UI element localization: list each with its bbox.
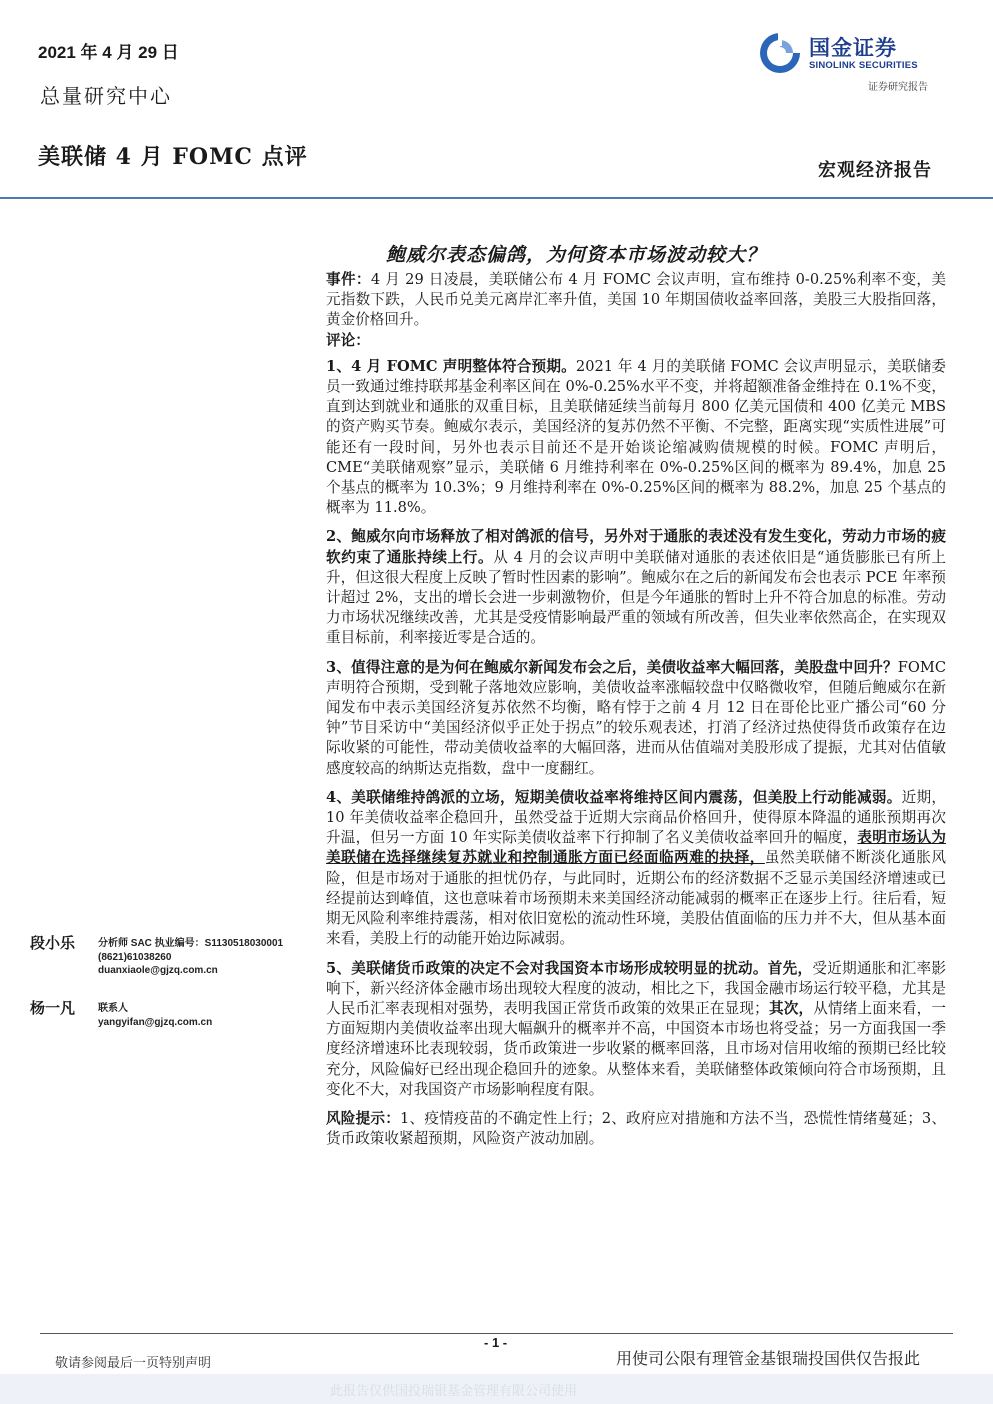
watermark-text: 此报告仅供国投瑞银基金管理有限公司使用 (330, 1384, 578, 1399)
point-3-text: FOMC 声明符合预期，受到靴子落地效应影响，美债收益率涨幅较盘中仅略微收窄，但随后鲍威尔在新闻发布中表示美国经济复苏依然不均衡，略有悖于之前 4 月 12 日在哥伦比亚广播公司“60 分钟”节目采访中“美国经济似乎正处于拐点”的较乐观表述，打消了经济过热使得货币政策存在边际收紧的可能性，带动美债收益率的大幅回落，进而从估值端对美股形成了提振，尤其对估值敏感度较高的纳斯达克指数，盘中一度翻红。 (326, 658, 946, 777)
disclaimer-note: 敬请参阅最后一页特别声明 (55, 1356, 212, 1371)
analyst-phone: (8621)61038260 (98, 951, 172, 963)
point-4-paragraph (326, 788, 946, 950)
comment-heading (326, 331, 946, 351)
analyst-name: 段小乐 (30, 934, 76, 952)
point-5-text-a: 受近期通胀和汇率影响下，新兴经济体金融市场出现较大程度的波动，相比之下，我国金融市场运行较平稳，尤其是人民币汇率表现相对强势，表明我国正常货币政策的效果正在显现； (326, 959, 946, 1017)
event-text: 4 月 29 日凌晨，美联储公布 4 月 FOMC 会议声明，宣布维持 0-0.25%利率不变，美元指数下跌，人民币兑美元离岸汇率升值，美国 10 年期国债收益率回落，美股三大股指回落，黄金价格回升。 (326, 271, 946, 329)
point-1-heading: 1、4 月 FOMC 声明整体符合预期。 (326, 357, 576, 375)
contact-role: 联系人 (98, 1003, 128, 1014)
event-paragraph (326, 270, 946, 331)
article-headline: 鲍威尔表态偏鸽，为何资本市场波动较大？ (386, 244, 767, 266)
report-type: 宏观经济报告 (818, 160, 932, 181)
point-5-text-b: 从情绪上面来看，一方面短期内美债收益率出现大幅飙升的概率并不高，中国资本市场也将受益；另一方面我国一季度经济增速环比表现较弱，货币政策进一步收紧的概率回落，且市场对信用收缩的预期已经比较充分，风险偏好已经出现企稳回升的迹象。从整体来看，美联储整体政策倾向符合市场预期，且变化不大，对我国资产市场影响程度有限。 (326, 999, 946, 1098)
point-4-text-b: 虽然美联储不断淡化通胀风险，但是市场对于通胀的担忧仍存，与此同时，近期公布的经济数据不乏显示美国经济增速或已经提前达到峰值，这也意味着市场预期未来美国经济动能减弱的概率正在逐步上行。往后看，短期无风险利率维持震荡，相对依旧宽松的流动性环境，美股估值面临的压力并不大，但从基本面来看，美股上行的动能开始边际减弱。 (326, 849, 946, 948)
point-4-text-a: 近期，10 年美债收益率企稳回升，虽然受益于近期大宗商品价格回升，使得原本降温的通胀预期再次升温，但另一方面 10 年实际美债收益率下行抑制了名义美债收益率回升的幅度， (326, 788, 946, 847)
point-4-heading: 4、美联储维持鸽派的立场，短期美债收益率将维持区间内震荡，但美股上行动能减弱。 (326, 788, 902, 806)
contact-email[interactable]: yangyifan@gjzq.com.cn (98, 1016, 213, 1028)
logo-english-text: SINOLINK SECURITIES (809, 60, 918, 71)
report-title: 美联储 4 月 FOMC 点评 (38, 144, 308, 170)
risk-text: 1、疫情疫苗的不确定性上行；2、政府应对措施和方法不当，恐慌性情绪蔓延；3、货币政策收紧超预期，风险资产波动加剧。 (326, 1109, 946, 1148)
analyst-role: 分析师 SAC 执业编号：S1130518030001 (98, 938, 284, 949)
report-body (326, 270, 946, 1158)
risk-paragraph (326, 1109, 946, 1149)
point-2-paragraph (326, 527, 946, 648)
point-1-text: 2021 年 4 月的美联储 FOMC 会议声明显示，美联储委员一致通过维持联邦基金利率区间在 0%-0.25%水平不变，并将超额准备金维持在 0.1%不变，直到达到就业和通胀的双重目标，且美联储延续当前每月 800 亿美元国债和 400 亿美元 MBS 的资产购买节奏。鲍威尔表示，美国经济的复苏仍然不平衡、不完整，距离实现“实质性进展”可能还有一段时间，另外也表示目前还不是开始谈论缩减购债规模的时候。FOMC 声明后，CME“美联储观察”显示，美联储 6 月维持利率在 0%-0.25%区间的概率为 89.4%，加息 25 个基点的概率为 10.3%；9 月维持利率在 0%-0.25%区间的概率为 88.2%，加息 25 个基点的概率为 11.8%。 (326, 357, 946, 517)
footer-divider (40, 1333, 953, 1334)
page-number: - 1 - (484, 1335, 508, 1350)
authorization-text: 用使司公限有理管金基银瑞投国供仅告报此 (616, 1349, 921, 1368)
point-1-paragraph (326, 357, 946, 519)
comment-label: 评论： (326, 331, 370, 349)
report-date: 2021 年 4 月 29 日 (38, 43, 179, 62)
point-3-heading: 3、值得注意的是为何在鲍威尔新闻发布会之后，美债收益率大幅回落，美股盘中回升？ (326, 658, 898, 676)
point-3-paragraph (326, 658, 946, 779)
logo-mark-icon (757, 30, 803, 76)
analyst-info (98, 937, 338, 978)
point-4-underlined-text: 表明市场认为美联储在选择继续复苏就业和控制通胀方面已经面临两难的抉择， (326, 829, 946, 867)
point-2-heading: 2、鲍威尔向市场释放了相对鸽派的信号，另外对于通胀的表述没有发生变化，劳动力市场的疲软约束了通胀持续上行。 (326, 528, 946, 566)
contact-info (98, 1002, 338, 1029)
point-5-second-label: 其次， (768, 999, 814, 1017)
logo-chinese-text: 国金证券 (809, 36, 897, 60)
point-5-heading: 5、美联储货币政策的决定不会对我国资本市场形成较明显的扰动。首先， (326, 959, 813, 977)
report-subtag: 证券研究报告 (868, 82, 928, 93)
point-5-paragraph (326, 959, 946, 1100)
event-label: 事件： (326, 271, 371, 288)
analyst-email[interactable]: duanxiaole@gjzq.com.cn (98, 965, 218, 976)
contact-name: 杨一凡 (30, 999, 76, 1017)
risk-label: 风险提示： (326, 1109, 401, 1127)
point-2-text: 从 4 月的会议声明中美联储对通胀的表述依旧是“通货膨胀已有所上升，但这很大程度上反映了暂时性因素的影响”。鲍威尔在之后的新闻发布会也表示 PCE 年率预计超过 2%，支出的增长会进一步刺激物价，但是今年通胀的暂时上升不符合加息的标准。劳动力市场状况继续改善，尤其是受疫情影响最严重的领域有所改善，但失业率依然高企，在实现双重目标前，利率接近零是合适的。 (326, 548, 946, 647)
header-divider (0, 197, 993, 199)
department-name: 总量研究中心 (40, 84, 172, 108)
company-logo (757, 30, 947, 78)
